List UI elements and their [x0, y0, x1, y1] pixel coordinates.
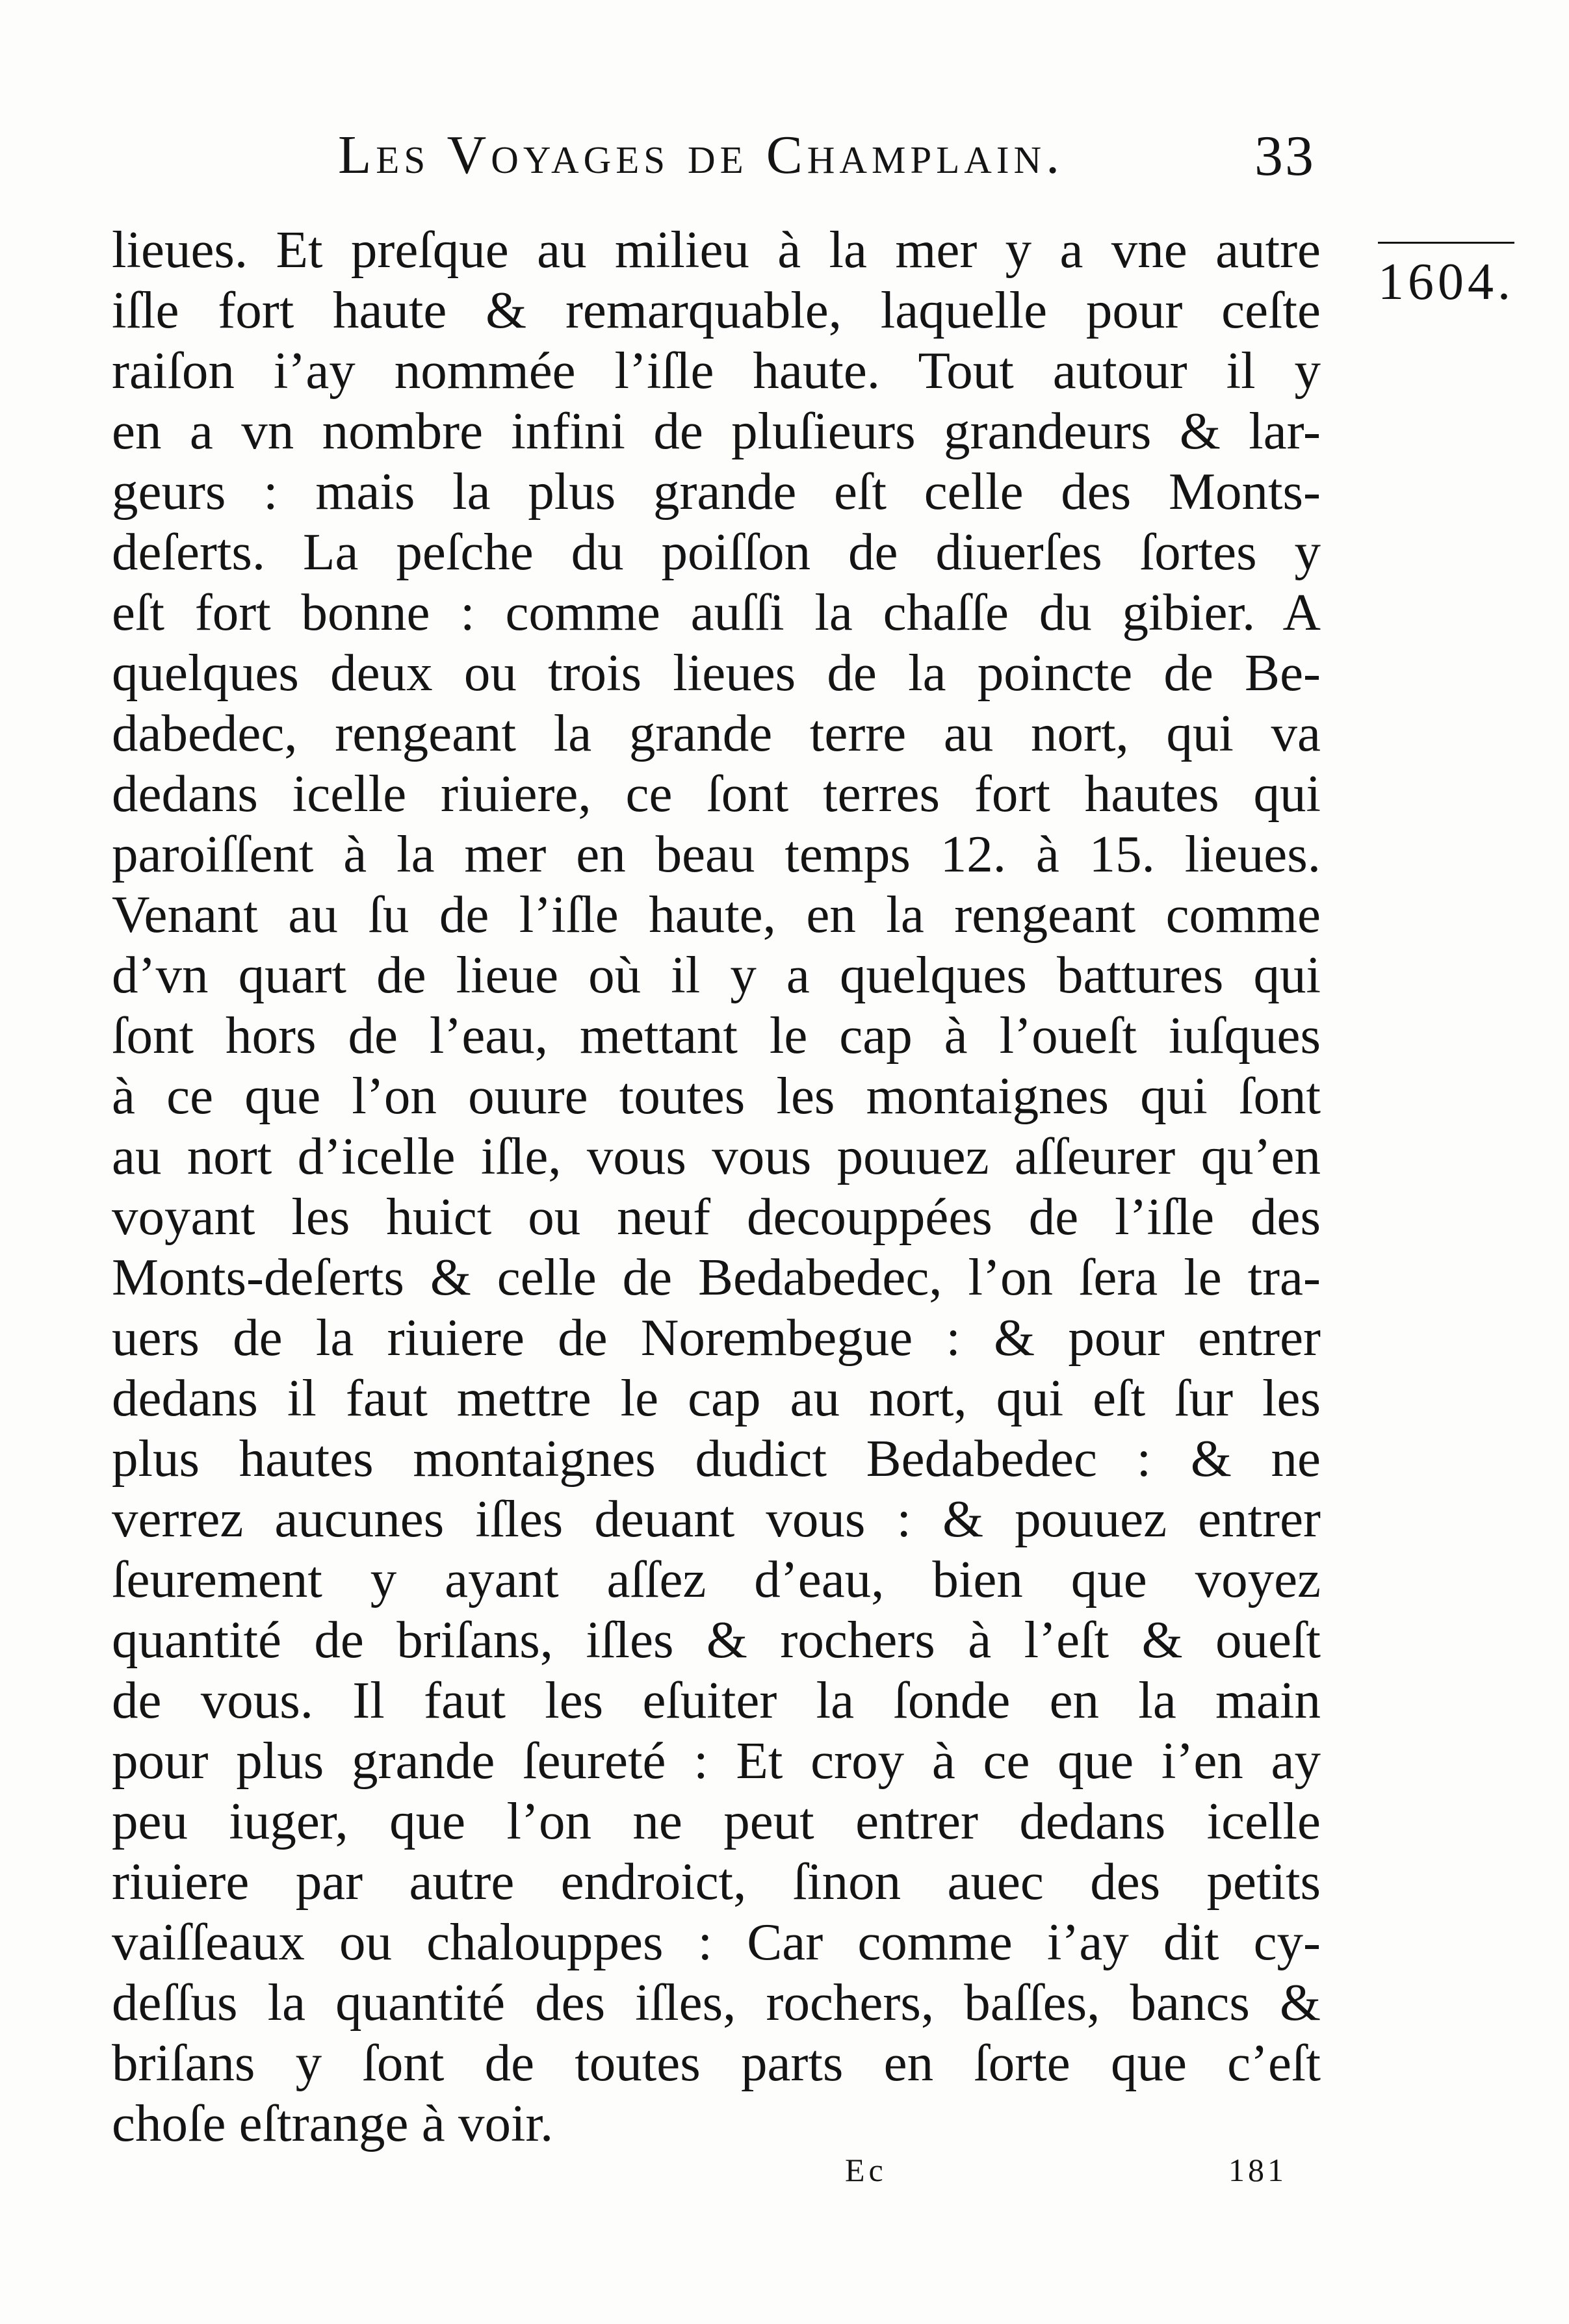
text-line: Venant au ſu de l’iſle haute, en la rengeant comme — [112, 885, 1321, 944]
text-line: geurs : mais la plus grande eſt celle des Monts- — [112, 462, 1321, 521]
text-line: dedans il faut mettre le cap au nort, qui eſt ſur les — [112, 1369, 1321, 1427]
text-line: eſt fort bonne : comme auſſi la chaſſe du gibier. A — [112, 583, 1321, 641]
text-line: deſerts. La peſche du poiſſon de diuerſes ſortes y — [112, 523, 1321, 581]
text-line: briſans y ſont de toutes parts en ſorte que c’eſt — [112, 2034, 1321, 2092]
text-line: quantité de briſans, iſles & rochers à l’eſt & oueſt — [112, 1610, 1321, 1669]
text-line: dedans icelle riuiere, ce ſont terres fort hautes qui — [112, 764, 1321, 823]
body-text — [112, 220, 1321, 2154]
running-title: Les Voyages de Champlain. — [338, 125, 1065, 185]
text-line: en a vn nombre infini de pluſieurs grandeurs & lar- — [112, 402, 1321, 460]
margin-year-note: 1604. — [1378, 242, 1514, 312]
text-line: deſſus la quantité des iſles, rochers, baſſes, bancs & — [112, 1973, 1321, 2032]
page-header — [0, 123, 1569, 201]
page-number: 33 — [1254, 125, 1316, 188]
text-line: iſle fort haute & remarquable, laquelle pour ceſte — [112, 281, 1321, 339]
text-line: raiſon i’ay nommée l’iſle haute. Tout autour il y — [112, 341, 1321, 400]
text-line: ſont hors de l’eau, mettant le cap à l’oueſt iuſques — [112, 1006, 1321, 1065]
text-line: au nort d’icelle iſle, vous vous pouuez aſſeurer qu’en — [112, 1127, 1321, 1185]
text-line: voyant les huict ou neuf decouppées de l’iſle des — [112, 1187, 1321, 1246]
page-footer — [0, 2151, 1569, 2203]
signature-mark: Ec — [845, 2152, 887, 2188]
text-line: quelques deux ou trois lieues de la poincte de Be- — [112, 643, 1321, 702]
text-line: uers de la riuiere de Norembegue : & pour entrer — [112, 1308, 1321, 1367]
text-line: pour plus grande ſeureté : Et croy à ce que i’en ay — [112, 1731, 1321, 1790]
text-line: dabedec, rengeant la grande terre au nort, qui va — [112, 704, 1321, 762]
text-line: lieues. Et preſque au milieu à la mer y a vne autre — [112, 220, 1321, 279]
text-line: à ce que l’on ouure toutes les montaignes qui ſont — [112, 1066, 1321, 1125]
text-line: plus hautes montaignes dudict Bedabedec : & ne — [112, 1429, 1321, 1488]
text-line-last: choſe eſtrange à voir. — [112, 2094, 554, 2152]
text-line: riuiere par autre endroict, ſinon auec des petits — [112, 1852, 1321, 1911]
text-line: d’vn quart de lieue où il y a quelques battures qui — [112, 946, 1321, 1004]
text-line: peu iuger, que l’on ne peut entrer dedans icelle — [112, 1792, 1321, 1850]
text-line: de vous. Il faut les eſuiter la ſonde en la main — [112, 1671, 1321, 1729]
text-line: ſeurement y ayant aſſez d’eau, bien que voyez — [112, 1550, 1321, 1608]
text-line: verrez aucunes iſles deuant vous : & pouuez entrer — [112, 1490, 1321, 1548]
text-line: paroiſſent à la mer en beau temps 12. à 15. lieues. — [112, 825, 1321, 883]
text-line: Monts-deſerts & celle de Bedabedec, l’on ſera le tra- — [112, 1248, 1321, 1306]
sheet-number: 181 — [1228, 2152, 1287, 2188]
text-line: vaiſſeaux ou chalouppes : Car comme i’ay dit cy- — [112, 1913, 1321, 1971]
